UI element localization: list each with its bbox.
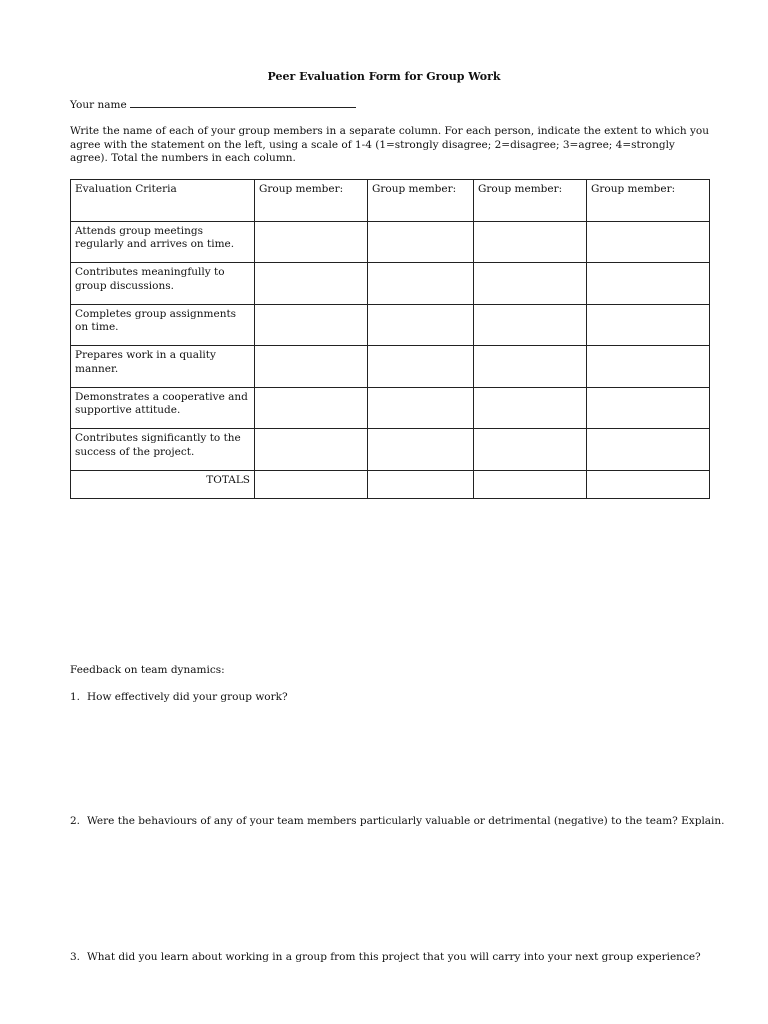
score-cell[interactable] xyxy=(474,304,587,346)
totals-row xyxy=(71,470,710,498)
score-cell[interactable] xyxy=(587,429,710,471)
table-row xyxy=(71,304,710,346)
score-cell[interactable] xyxy=(587,387,710,429)
criteria-header: Evaluation Criteria xyxy=(71,180,255,222)
question-number: 2. xyxy=(70,815,81,827)
criteria-cell: Attends group meetings regularly and arrives on time. xyxy=(71,221,255,263)
group-member-header: Group member: xyxy=(474,180,587,222)
group-member-header: Group member: xyxy=(255,180,368,222)
table-header-row xyxy=(71,180,710,222)
total-cell[interactable] xyxy=(368,470,474,498)
criteria-cell: Contributes significantly to the success of the project. xyxy=(71,429,255,471)
question-text: How effectively did your group work? xyxy=(87,691,288,703)
score-cell[interactable] xyxy=(368,304,474,346)
group-member-header: Group member: xyxy=(587,180,710,222)
criteria-cell: Prepares work in a quality manner. xyxy=(71,346,255,388)
table-row xyxy=(71,263,710,305)
feedback-heading: Feedback on team dynamics: xyxy=(70,664,225,676)
score-cell[interactable] xyxy=(255,387,368,429)
feedback-question xyxy=(70,691,288,703)
score-cell[interactable] xyxy=(255,221,368,263)
score-cell[interactable] xyxy=(587,221,710,263)
score-cell[interactable] xyxy=(368,429,474,471)
table-row xyxy=(71,387,710,429)
score-cell[interactable] xyxy=(474,387,587,429)
criteria-cell: Completes group assignments on time. xyxy=(71,304,255,346)
table-row xyxy=(71,346,710,388)
evaluation-table xyxy=(70,179,710,499)
score-cell[interactable] xyxy=(255,429,368,471)
score-cell[interactable] xyxy=(474,429,587,471)
totals-label: TOTALS xyxy=(71,470,255,498)
score-cell[interactable] xyxy=(368,346,474,388)
instructions-paragraph: Write the name of each of your group members in a separate column. For each person, indicate the extent to which you agree with the statement on the left, using a scale of 1-4 (1=strongly disagree; 2=disagree; 3=agree; 4=strongly agree). Total the numbers in each column. xyxy=(70,125,710,164)
score-cell[interactable] xyxy=(474,221,587,263)
feedback-question xyxy=(70,815,725,827)
question-number: 3. xyxy=(70,951,81,963)
score-cell[interactable] xyxy=(255,346,368,388)
your-name-blank[interactable] xyxy=(130,97,356,108)
question-text: What did you learn about working in a group from this project that you will carry into your next group experience? xyxy=(87,951,701,963)
score-cell[interactable] xyxy=(587,263,710,305)
score-cell[interactable] xyxy=(474,346,587,388)
feedback-question xyxy=(70,951,701,963)
criteria-cell: Contributes meaningfully to group discussions. xyxy=(71,263,255,305)
score-cell[interactable] xyxy=(368,221,474,263)
your-name-label: Your name xyxy=(70,99,127,111)
your-name-line xyxy=(70,97,356,111)
score-cell[interactable] xyxy=(587,346,710,388)
question-number: 1. xyxy=(70,691,81,703)
total-cell[interactable] xyxy=(474,470,587,498)
group-member-header: Group member: xyxy=(368,180,474,222)
score-cell[interactable] xyxy=(474,263,587,305)
question-text: Were the behaviours of any of your team members particularly valuable or detrimental (negative) to the team? Explain. xyxy=(87,815,725,827)
form-title: Peer Evaluation Form for Group Work xyxy=(267,70,501,83)
score-cell[interactable] xyxy=(587,304,710,346)
table-row xyxy=(71,221,710,263)
score-cell[interactable] xyxy=(368,387,474,429)
total-cell[interactable] xyxy=(255,470,368,498)
total-cell[interactable] xyxy=(587,470,710,498)
table-row xyxy=(71,429,710,471)
score-cell[interactable] xyxy=(368,263,474,305)
score-cell[interactable] xyxy=(255,304,368,346)
score-cell[interactable] xyxy=(255,263,368,305)
criteria-cell: Demonstrates a cooperative and supportive attitude. xyxy=(71,387,255,429)
